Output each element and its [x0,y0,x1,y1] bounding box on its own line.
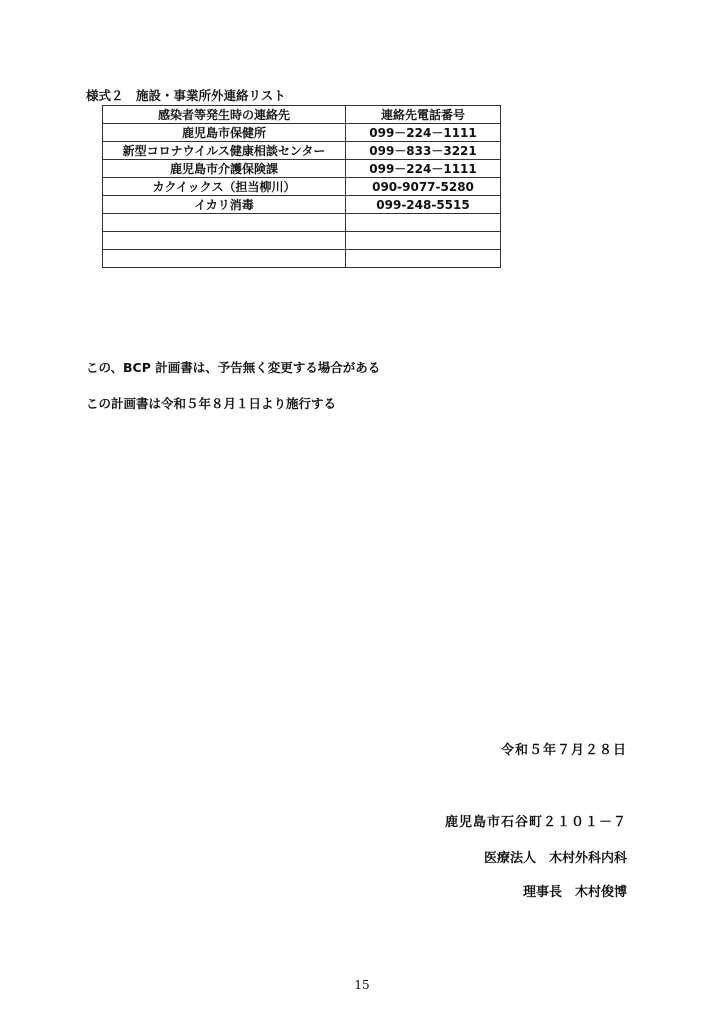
note-bcp-change: この、BCP 計画書は、予告無く変更する場合がある [86,360,381,375]
form-title: 様式２ 施設・事業所外連絡リスト [86,88,286,103]
contact-name [103,232,346,250]
table-row [103,178,501,196]
contact-phone: 099－224－1111 [346,160,501,178]
contact-name: 鹿児島市保健所 [103,124,346,142]
table-row [103,124,501,142]
contact-name [103,214,346,232]
contact-name: イカリ消毒 [103,196,346,214]
table-row [103,142,501,160]
signature-organization: 医療法人 木村外科内科 [483,851,627,866]
signature-date: 令和５年７月２８日 [500,743,627,758]
header-phone: 連絡先電話番号 [346,106,501,124]
contact-name [103,250,346,268]
table-row-empty [103,232,501,250]
page-number: 15 [354,978,370,992]
table-header-row [103,106,501,124]
note-effective-date: この計画書は令和５年８月１日より施行する [86,396,337,411]
contact-name: 新型コロナウイルス健康相談センター [103,142,346,160]
contact-phone [346,214,501,232]
contact-name: 鹿児島市介護保険課 [103,160,346,178]
contact-phone: 099-248-5515 [346,196,501,214]
contact-name: カクイックス（担当柳川） [103,178,346,196]
table-row [103,196,501,214]
contact-phone: 099－833－3221 [346,142,501,160]
table-row-empty [103,214,501,232]
contact-phone [346,232,501,250]
signature-director: 理事長 木村俊博 [522,885,627,900]
table-row [103,160,501,178]
signature-address: 鹿児島市石谷町２１０１－７ [444,815,627,830]
contact-phone: 099－224－1111 [346,124,501,142]
table-row-empty [103,250,501,268]
header-contact: 感染者等発生時の連絡先 [103,106,346,124]
contact-phone [346,250,501,268]
contact-list-table [102,105,501,268]
contact-phone: 090-9077-5280 [346,178,501,196]
